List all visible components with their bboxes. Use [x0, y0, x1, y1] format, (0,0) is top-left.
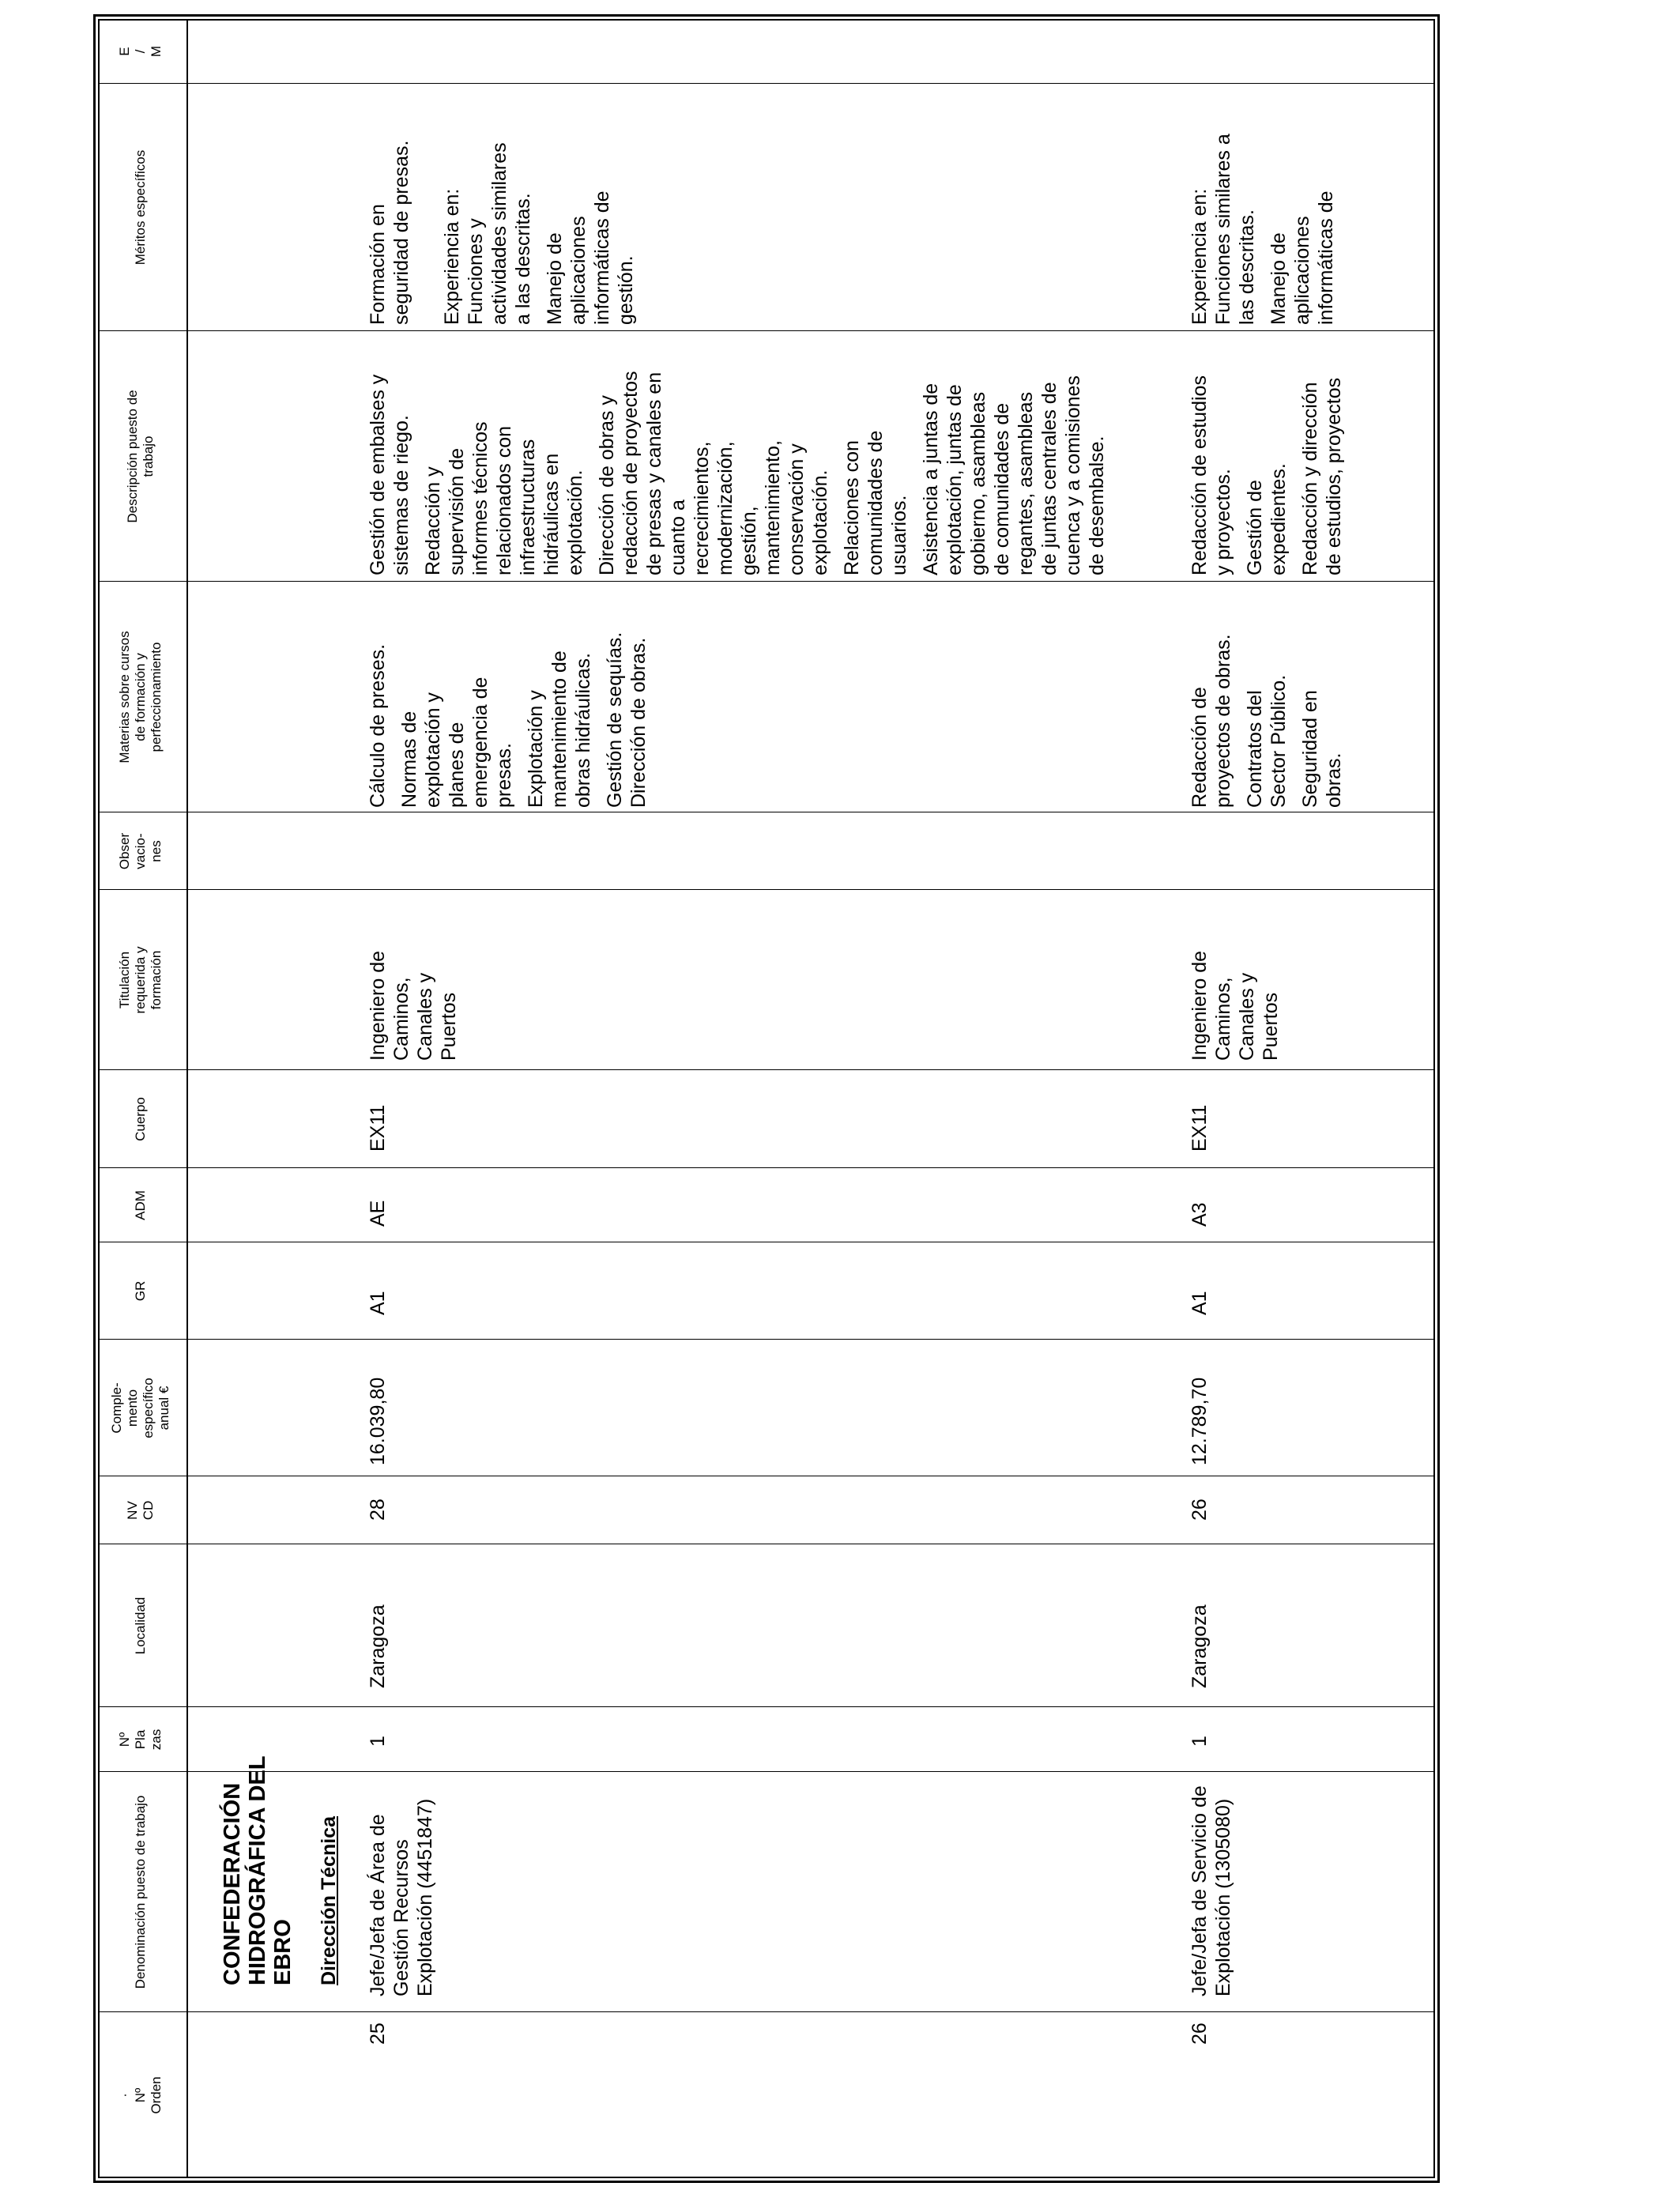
col-sep — [98, 83, 1435, 84]
row-orden: 26 — [1188, 2022, 1211, 2045]
row-localidad: Zaragoza — [367, 1604, 389, 1688]
row-descripcion: Redacción de estudios y proyectos. Gestión de expedientes. Redacción y dirección de estudios, proyectos — [1188, 375, 1345, 575]
header-denominacion: Denominación puesto de trabajo — [133, 1795, 148, 1989]
row-cuerpo: EX11 — [367, 1104, 389, 1152]
row-adm: A3 — [1188, 1202, 1211, 1227]
header-nivel: NV CD — [125, 1500, 156, 1521]
row-meritos: Experiencia en: Funciones similares a las descritas. Manejo de aplicaciones informáticas de — [1188, 134, 1337, 325]
row-cuerpo: EX11 — [1188, 1104, 1211, 1152]
row-orden: 25 — [367, 2022, 389, 2045]
header-observaciones: Obser vacio- nes — [117, 832, 164, 870]
row-titulacion: Ingeniero de Caminos, Canales y Puertos — [367, 950, 460, 1061]
header-plazas: Nº Pla zas — [117, 1728, 164, 1751]
header-descripcion: Descripción puesto de trabajo — [125, 390, 156, 523]
header-complemento: Comple- mento específico anual € — [109, 1378, 171, 1438]
row-complemento: 12.789,70 — [1188, 1377, 1211, 1465]
organism-title: CONFEDERACIÓN HIDROGRÁFICA DEL EBRO — [220, 1755, 296, 1985]
col-sep — [98, 1771, 1435, 1772]
row-nivel: 28 — [367, 1498, 389, 1521]
header-materias: Materias sobre cursos de formación y perfeccionamiento — [117, 631, 164, 763]
row-titulacion: Ingeniero de Caminos, Canales y Puertos — [1188, 950, 1282, 1061]
header-meritos: Méritos específicos — [133, 149, 148, 266]
header-cuerpo: Cuerpo — [133, 1097, 148, 1141]
row-meritos: Formación en seguridad de presas. Experiencia en: Funciones y actividades similares a las descritas. Manejo de aplicaciones informáticas de gestión. — [367, 140, 637, 325]
col-sep — [98, 330, 1435, 331]
header-adm: ADM — [133, 1190, 148, 1220]
row-materias: Redacción de proyectos de obras. Contratos del Sector Público. Seguridad en obras. — [1188, 634, 1345, 808]
header-localidad: Localidad — [133, 1596, 148, 1655]
header-separator — [186, 19, 188, 2178]
col-sep — [98, 1167, 1435, 1168]
row-denominacion: Jefe/Jefa de Servicio de Explotación (1305080) — [1188, 1785, 1234, 1996]
col-sep — [98, 1339, 1435, 1340]
col-sep — [98, 1706, 1435, 1707]
row-descripcion: Gestión de embalses y sistemas de riego. Redacción y supervisión de informes técnicos relacionados con infraestructuras hidráulicas en explotación. Dirección de obras y redacción de proyectos de presas y canales en cuanto a recrecimientos, modernización, gestión, mantenimiento, conservación y explotación. Relaciones con comunidades de usuarios. Asistencia a juntas de explotación, juntas de gobierno, asambleas de comunidades de regantes, asambleas de juntas centrales de cuenca y a comisiones de desembalse. — [367, 371, 1108, 575]
unit-title: Dirección Técnica — [318, 1816, 340, 1985]
row-grupo: A1 — [1188, 1291, 1211, 1315]
row-grupo: A1 — [367, 1291, 389, 1315]
col-sep — [98, 2011, 1435, 2012]
header-orden: · Nº Orden — [117, 2076, 164, 2114]
row-localidad: Zaragoza — [1188, 1604, 1211, 1688]
header-titulacion: Titulación requerida y formación — [117, 946, 164, 1014]
col-sep — [98, 581, 1435, 582]
col-sep — [98, 889, 1435, 890]
rotated-page — [93, 14, 1440, 2183]
row-plazas: 1 — [367, 1736, 389, 1747]
row-adm: AE — [367, 1200, 389, 1227]
row-denominacion: Jefe/Jefa de Área de Gestión Recursos Explotación (4451847) — [367, 1798, 436, 1996]
row-materias: Cálculo de preses. Normas de explotación y planes de emergencia de presas. Explotación y mantenimiento de obras hidráulicas. Gestión de sequías. Dirección de obras. — [367, 631, 650, 808]
row-plazas: 1 — [1188, 1736, 1211, 1747]
col-sep — [98, 1069, 1435, 1070]
header-grupo: GR — [133, 1280, 148, 1302]
header-em: E / M — [117, 45, 164, 58]
row-nivel: 26 — [1188, 1498, 1211, 1521]
row-complemento: 16.039,80 — [367, 1377, 389, 1465]
